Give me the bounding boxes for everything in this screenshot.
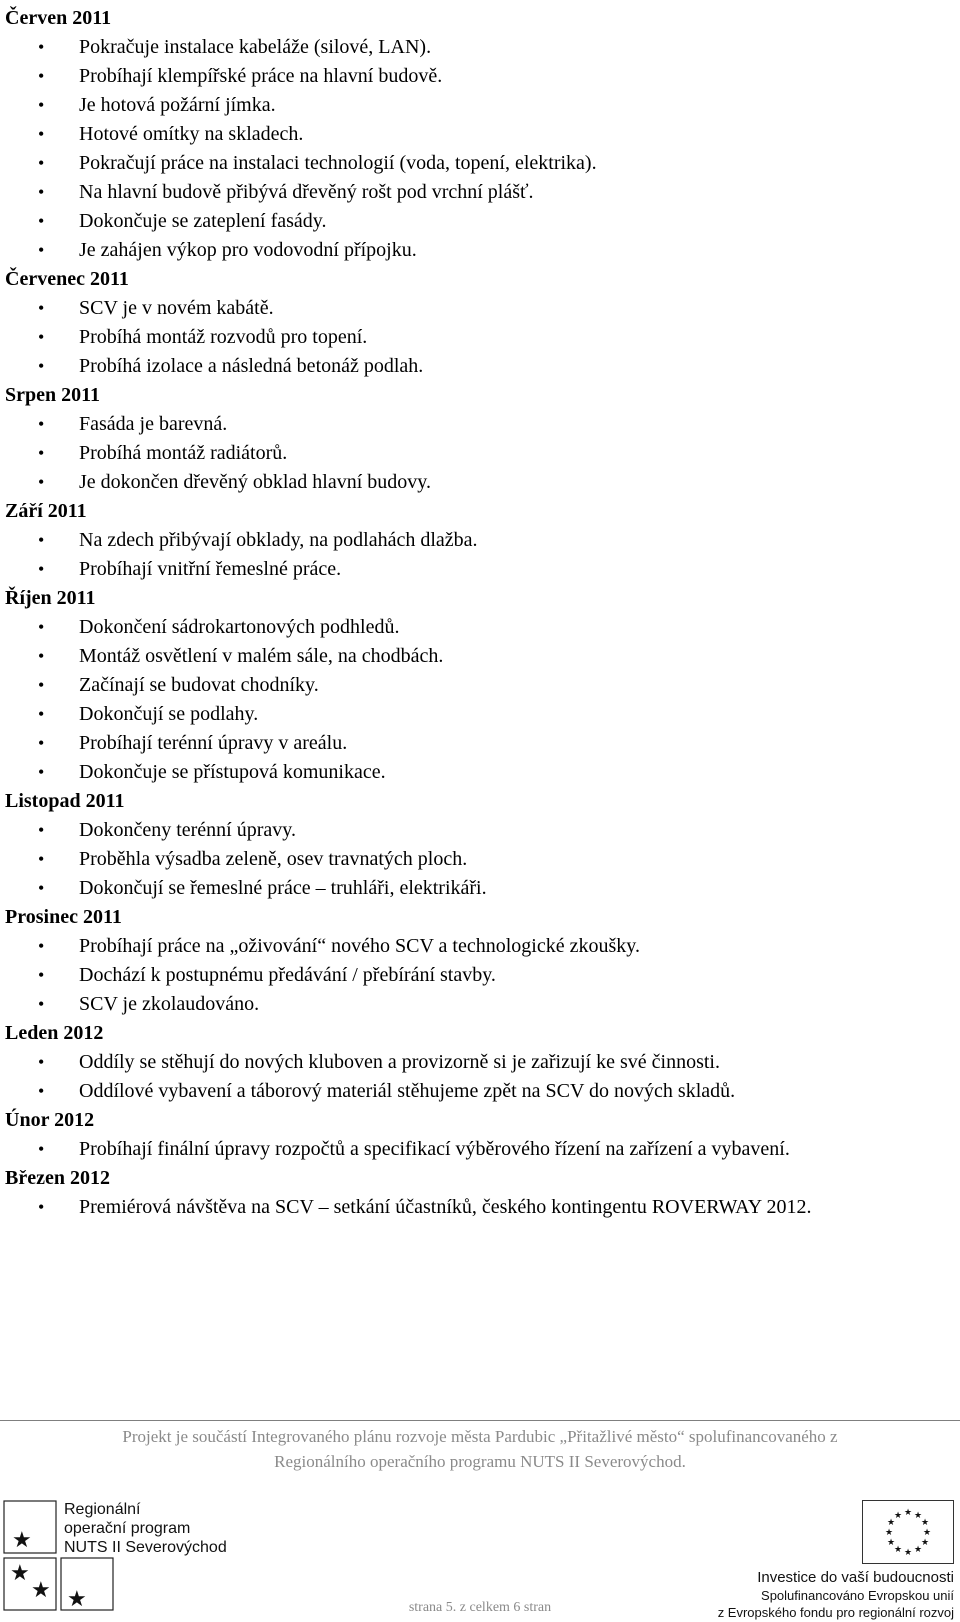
item-list [5,1193,950,1222]
section [5,903,950,1019]
section [5,1164,950,1222]
list-item: • Fasáda je barevná. [5,410,950,439]
section [5,497,950,584]
section [5,265,950,381]
list-item: • SCV je v novém kabátě. [5,294,950,323]
item-list [5,816,950,903]
list-item: • Premiérová návštěva na SCV – setkání účastníků, českého kontingentu ROVERWAY 2012. [5,1193,950,1222]
eu-logo-line: Spolufinancováno Evropskou unií [761,1588,954,1603]
page-suffix: stran [523,1600,552,1615]
footer-note-line: Regionálního operačního programu NUTS II Severovýchod. [274,1452,686,1471]
item-list [5,410,950,497]
list-item: • Probíhá montáž radiátorů. [5,439,950,468]
rop-logo-line: Regionální [64,1501,141,1518]
svg-text:★: ★ [884,1527,894,1537]
month-heading: Červen 2011 [5,7,112,29]
svg-text:★: ★ [893,1544,903,1554]
list-item: • Na hlavní budově přibývá dřevěný rošt pod vrchní plášť. [5,178,950,207]
list-item: • Probíhá izolace a následná betonáž podlah. [5,352,950,381]
list-item: • Na zdech přibývají obklady, na podlahách dlažba. [5,526,950,555]
star-icon: ★ [10,1560,30,1585]
svg-text:★: ★ [903,1507,913,1517]
list-item: • Probíhají práce na „oživování“ nového SCV a technologické zkoušky. [5,932,950,961]
footer-divider [0,1420,960,1421]
svg-text:★: ★ [886,1517,896,1527]
month-heading: Prosinec 2011 [5,906,122,928]
list-item: • Začínají se budovat chodníky. [5,671,950,700]
svg-text:★: ★ [922,1527,932,1537]
month-heading: Leden 2012 [5,1022,104,1044]
section [5,381,950,497]
month-heading: Září 2011 [5,500,87,522]
eu-logo-line: z Evropského fondu pro regionální rozvoj [717,1605,954,1620]
month-heading: Listopad 2011 [5,790,125,812]
svg-text:★: ★ [913,1510,923,1520]
page-number [0,1600,960,1616]
star-icon: ★ [12,1527,32,1552]
item-list [5,294,950,381]
list-item: • Dokončují se podlahy. [5,700,950,729]
list-item: • Hotové omítky na skladech. [5,120,950,149]
section [5,1106,950,1164]
section [5,584,950,787]
month-heading: Březen 2012 [5,1167,110,1189]
month-heading: Srpen 2011 [5,384,101,406]
star-icon: ★ [31,1577,51,1602]
list-item: • Pokračují práce na instalaci technologií (voda, topení, elektrika). [5,149,950,178]
list-item: • Dochází k postupnému předávání / přebírání stavby. [5,961,950,990]
list-item: • Probíhají terénní úpravy v areálu. [5,729,950,758]
list-item: • Dokončuje se přístupová komunikace. [5,758,950,787]
section [5,787,950,903]
month-heading: Únor 2012 [5,1109,95,1131]
document-body [5,4,950,1222]
month-heading: Říjen 2011 [5,587,96,609]
page-current: 5. [445,1600,457,1615]
list-item: • Probíhá montáž rozvodů pro topení. [5,323,950,352]
footer-note [0,1424,960,1474]
item-list [5,613,950,787]
list-item: • Probíhají vnitřní řemeslné práce. [5,555,950,584]
list-item: • Probíhají klempířské práce na hlavní budově. [5,62,950,91]
eu-flag-icon [862,1500,954,1564]
list-item: • Dokončeny terénní úpravy. [5,816,950,845]
section [5,4,950,265]
rop-logo-text [64,1500,227,1557]
list-item: • Dokončují se řemeslné práce – truhláři, elektrikáři. [5,874,950,903]
svg-text:★: ★ [920,1537,930,1547]
list-item: • Je dokončen dřevěný obklad hlavní budovy. [5,468,950,497]
rop-logo-line: operační program [64,1520,191,1537]
month-heading: Červenec 2011 [5,268,129,290]
page-middle: z celkem [459,1600,510,1615]
item-list [5,1048,950,1106]
svg-text:★: ★ [903,1547,913,1557]
list-item: • Pokračuje instalace kabeláže (silové, LAN). [5,33,950,62]
item-list [5,932,950,1019]
list-item: • Je zahájen výkop pro vodovodní přípojku. [5,236,950,265]
rop-logo-line: NUTS II Severovýchod [64,1539,227,1556]
item-list [5,526,950,584]
list-item: • Dokončení sádrokartonových podhledů. [5,613,950,642]
svg-text:★: ★ [920,1517,930,1527]
footer-note-line: Projekt je součástí Integrovaného plánu rozvoje města Pardubic „Přitažlivé město“ spolufinancovaného z [122,1427,838,1446]
page-prefix: strana [408,1600,443,1615]
svg-text:★: ★ [893,1510,903,1520]
list-item: • SCV je zkolaudováno. [5,990,950,1019]
star-icon: ★ [67,1586,87,1611]
list-item: • Montáž osvětlení v malém sále, na chodbách. [5,642,950,671]
list-item: • Je hotová požární jímka. [5,91,950,120]
item-list [5,1135,950,1164]
eu-logo-line: Investice do vaší budoucnosti [757,1569,954,1586]
list-item: • Oddíly se stěhují do nových kluboven a provizorně si je zařizují ke své činnosti. [5,1048,950,1077]
svg-text:★: ★ [886,1537,896,1547]
list-item: • Dokončuje se zateplení fasády. [5,207,950,236]
list-item: • Proběhla výsadba zeleně, osev travnatých ploch. [5,845,950,874]
item-list [5,33,950,265]
page-total: 6 [513,1600,521,1615]
list-item: • Oddílové vybavení a táborový materiál stěhujeme zpět na SCV do nových skladů. [5,1077,950,1106]
list-item: • Probíhají finální úpravy rozpočtů a specifikací výběrového řízení na zařízení a vybavení. [5,1135,950,1164]
svg-text:★: ★ [913,1544,923,1554]
section [5,1019,950,1106]
